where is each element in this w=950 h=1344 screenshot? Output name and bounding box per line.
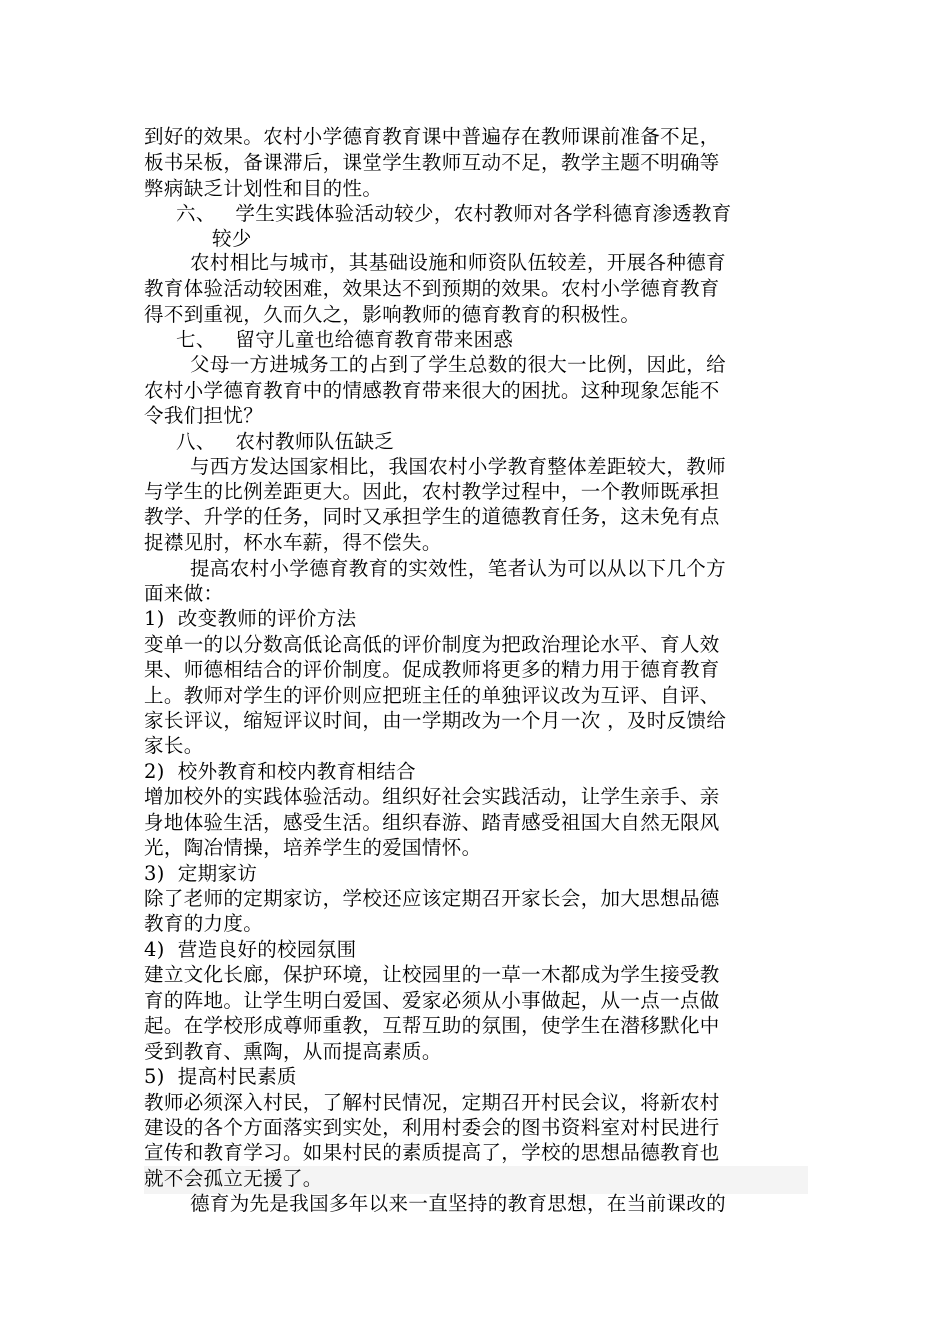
list-heading-5: 5) 提高村民素质: [144, 1065, 297, 1088]
body-text-line: 变单一的以分数高低论高低的评价制度为把政治理论水平、育人效: [144, 633, 720, 656]
section-heading-6: 六、 学生实践体验活动较少，农村教师对各学科德育渗透教育: [176, 202, 732, 225]
body-text-line: 农村小学德育教育中的情感教育带来很大的困扰。这种现象怎能不: [144, 379, 720, 402]
body-text-line: 与学生的比例差距更大。因此，农村教学过程中，一个教师既承担: [144, 480, 720, 503]
section-heading-7: 七、 留守儿童也给德育教育带来困惑: [176, 328, 514, 351]
body-text-line: 果、师德相结合的评价制度。促成教师将更多的精力用于德育教育: [144, 658, 720, 681]
body-text-line: 得不到重视，久而久之，影响教师的德育教育的积极性。: [144, 303, 641, 326]
body-text-line: 面来做：: [144, 582, 224, 605]
list-heading-2: 2) 校外教育和校内教育相结合: [144, 760, 417, 783]
body-text-line: 增加校外的实践体验活动。组织好社会实践活动，让学生亲手、亲: [144, 785, 720, 808]
body-text-line: 父母一方进城务工的占到了学生总数的很大一比例，因此，给: [190, 353, 726, 376]
body-text-line: 宣传和教育学习。如果村民的素质提高了，学校的思想品德教育也: [144, 1141, 720, 1164]
body-text-line: 与西方发达国家相比，我国农村小学教育整体差距较大，教师: [190, 455, 726, 478]
body-text-line: 家长。: [144, 734, 204, 757]
body-text-line: 育的阵地。让学生明白爱国、爱家必须从小事做起，从一点一点做: [144, 989, 720, 1012]
body-text-line: 建设的各个方面落实到实处，利用村委会的图书资料室对村民进行: [144, 1116, 720, 1139]
body-text-line: 提高农村小学德育教育的实效性，笔者认为可以从以下几个方: [190, 557, 726, 580]
body-text-line: 教学、升学的任务，同时又承担学生的道德教育任务，这未免有点: [144, 505, 720, 528]
body-text-line: 家长评议，缩短评议时间，由一学期改为一个月一次 ，及时反馈给: [144, 709, 727, 732]
body-text-line: 令我们担忧？: [144, 404, 264, 427]
body-text-line: 教育的力度。: [144, 912, 264, 935]
body-text-line: 就不会孤立无援了。: [144, 1167, 323, 1190]
body-text-line: 农村相比与城市，其基础设施和师资队伍较差，开展各种德育: [190, 251, 726, 274]
body-text-line: 教育体验活动较困难，效果达不到预期的效果。农村小学德育教育: [144, 277, 720, 300]
body-text-line: 建立文化长廊，保护环境，让校园里的一草一木都成为学生接受教: [144, 963, 720, 986]
section-heading-6-continued: 较少: [212, 227, 252, 250]
body-text-line: 上。教师对学生的评价则应把班主任的单独评议改为互评、自评、: [144, 684, 720, 707]
list-heading-1: 1) 改变教师的评价方法: [144, 607, 357, 630]
list-heading-3: 3) 定期家访: [144, 862, 258, 885]
body-text-line: 身地体验生活，感受生活。组织春游、踏青感受祖国大自然无限风: [144, 811, 720, 834]
list-heading-4: 4) 营造良好的校园氛围: [144, 938, 357, 961]
body-text-line: 起。在学校形成尊师重教，互帮互助的氛围，使学生在潜移默化中: [144, 1014, 720, 1037]
body-text-line: 德育为先是我国多年以来一直坚持的教育思想，在当前课改的: [190, 1192, 726, 1215]
body-text-line: 到好的效果。农村小学德育教育课中普遍存在教师课前准备不足，: [144, 125, 720, 148]
body-text-line: 弊病缺乏计划性和目的性。: [144, 177, 383, 200]
body-text-line: 捉襟见肘，杯水车薪，得不偿失。: [144, 531, 442, 554]
body-text-line: 光，陶冶情操，培养学生的爱国情怀。: [144, 836, 482, 859]
body-text-line: 受到教育、熏陶，从而提高素质。: [144, 1040, 442, 1063]
body-text-line: 教师必须深入村民，了解村民情况，定期召开村民会议，将新农村: [144, 1091, 720, 1114]
body-text-line: 除了老师的定期家访，学校还应该定期召开家长会，加大思想品德: [144, 887, 720, 910]
section-heading-8: 八、 农村教师队伍缺乏: [176, 430, 395, 453]
body-text-line: 板书呆板，备课滞后，课堂学生教师互动不足，教学主题不明确等: [144, 151, 720, 174]
